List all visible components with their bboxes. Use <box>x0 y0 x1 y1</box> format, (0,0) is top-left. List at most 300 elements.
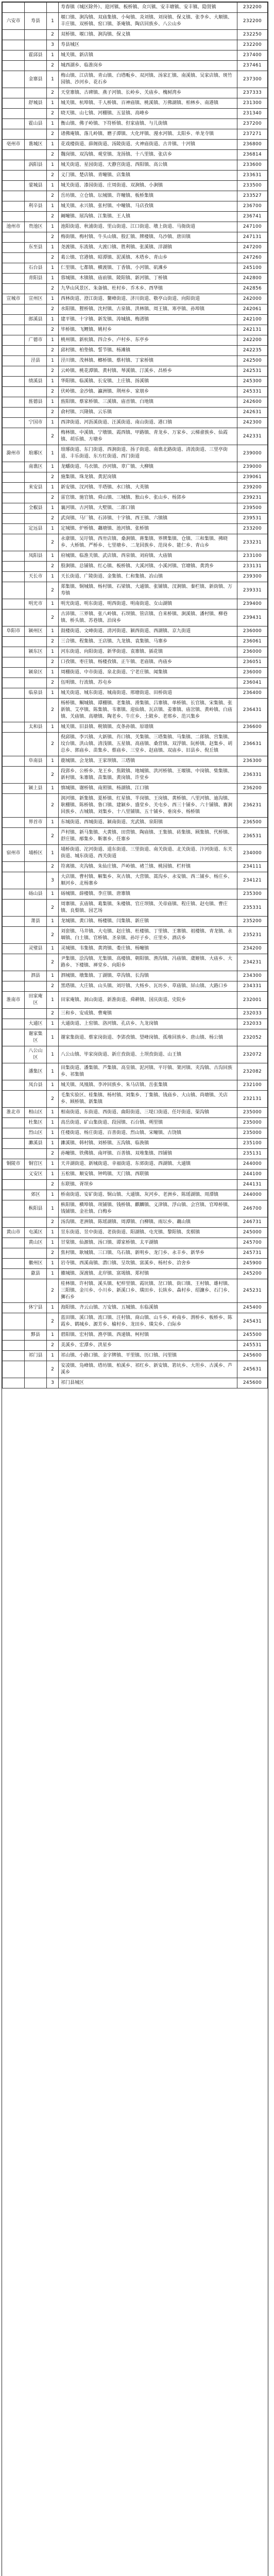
postal-code-cell: 239300 <box>237 572 268 582</box>
table-row <box>3 889 268 900</box>
county-cell <box>25 900 47 917</box>
table-row <box>3 315 268 325</box>
county-cell: 灵璧县 <box>25 944 47 954</box>
index-cell: 1 <box>47 647 59 657</box>
postal-code-cell: 245600 <box>237 1351 268 1361</box>
area-cell: 衡山镇、佛子岭镇、下符桥镇、但家庙镇、与儿街镇 <box>59 119 237 129</box>
index-cell: 1 <box>47 119 59 129</box>
city-cell <box>3 408 25 418</box>
index-cell: 1 <box>47 181 59 191</box>
index-cell: 2 <box>47 1091 59 1108</box>
index-cell: 1 <box>47 1139 59 1149</box>
city-cell <box>3 688 25 699</box>
index-cell: 2 <box>47 637 59 647</box>
postal-code-cell: 232033 <box>237 1009 268 1019</box>
postal-code-cell: 242331 <box>237 428 268 445</box>
area-cell: 定城镇、炉桥镇、藕塘镇、池河镇、张桥镇 <box>59 524 237 534</box>
postal-code-cell: 236200 <box>237 784 268 794</box>
city-cell: 宿州市 <box>3 845 25 862</box>
area-cell: 芦村镇、新马集镇、大黄镇、田营镇、陶庙镇、王集镇、砖集镇、顾集镇、代桥镇、舒庄镇、邴集乡、靳寨乡、任寨乡 <box>59 828 237 845</box>
county-cell <box>25 794 47 818</box>
area-cell: 徽城镇、深渡镇、北岸镇、富堨镇、郑村镇 <box>59 1269 237 1279</box>
area-cell: 美溪乡、宏潭乡、洪星乡 <box>59 1341 237 1351</box>
postal-code-cell: 239531 <box>237 514 268 524</box>
index-cell: 2 <box>47 171 59 181</box>
table-row <box>3 98 268 109</box>
postal-code-cell: 233527 <box>237 191 268 201</box>
table-row <box>3 13 268 30</box>
area-cell: 祁门县城区 <box>59 1378 237 1388</box>
index-cell: 2 <box>47 304 59 315</box>
county-cell: 凤台县 <box>25 1080 47 1091</box>
index-cell: 1 <box>47 243 59 253</box>
area-cell: 慎城镇、谢桥镇、南照镇、杨湖镇、江口镇 <box>59 784 237 794</box>
index-cell: 1 <box>47 294 59 304</box>
postal-code-cell: 232001 <box>237 992 268 1009</box>
index-cell: 2 <box>47 129 59 140</box>
table-row <box>3 981 268 992</box>
area-cell: 华阳镇、临溪镇、长安镇、上庄镇、扬溪镇 <box>59 377 237 387</box>
index-cell: 1 <box>47 1029 59 1046</box>
area-cell: 焦村镇、耿城镇、三口镇、乌石镇、新明乡、龙门乡、永丰乡、新华乡 <box>59 1248 237 1259</box>
county-cell: 南谯区 <box>25 462 47 472</box>
index-cell: 1 <box>47 1238 59 1248</box>
postal-code-cell: 245300 <box>237 377 268 387</box>
postal-code-cell: 232200 <box>237 13 268 30</box>
postal-code-cell: 236000 <box>237 647 268 657</box>
area-cell: 雷官镇、施官镇、舜山镇、三城镇、独山乡、张山乡、杨郢乡 <box>59 493 237 503</box>
county-cell: 明光市 <box>25 599 47 609</box>
area-cell: 梅街镇、梅村镇、牛头山镇、殷汇镇、牌楼镇、乌沙镇、唐田镇 <box>59 232 237 243</box>
city-cell: 滁州市 <box>3 445 25 462</box>
area-cell: 龙蟠街道、乌衣镇、沙河镇、章广镇、大柳镇 <box>59 462 237 472</box>
area-cell: 琅琊街道、东门街道、西涧街道、扬子街道、南谯北路街道、清流街道、三里亭街道、丰乐街道、东方红街道、西门街道 <box>59 445 237 462</box>
table-row <box>3 3 268 13</box>
table-row <box>3 1330 268 1341</box>
city-cell <box>3 889 25 900</box>
table-row <box>3 119 268 129</box>
postal-code-cell: 235331 <box>237 900 268 917</box>
area-cell: 花戏楼街道、薛阁街道、汤陵街道、火神庙街道、古井镇、十河镇 <box>59 140 237 150</box>
table-row <box>3 954 268 971</box>
table-row <box>3 944 268 954</box>
city-cell: 宣城市 <box>3 294 25 304</box>
index-cell: 1 <box>47 1159 59 1170</box>
postal-code-cell: 232082 <box>237 1063 268 1080</box>
table-row <box>3 418 268 428</box>
postal-code-cell: 232131 <box>237 1091 268 1108</box>
area-cell: 东城街道、西城街道、颍南街道、光武镇、泉阳镇 <box>59 818 237 828</box>
area-cell: 西津街道、河沥溪街道、汪溪街道、南山街道、港口镇 <box>59 418 237 428</box>
city-cell <box>3 900 25 917</box>
county-cell: 宁国市 <box>25 418 47 428</box>
postal-code-cell: 236700 <box>237 201 268 212</box>
area-cell: 古沛镇、三界镇、张八岭镇、石坝镇、管店镇、自来桥镇、涧溪镇、潘村镇、柳巷镇、桥头镇、苏巷镇、泊岗乡 <box>59 609 237 626</box>
county-cell <box>25 3 47 13</box>
county-cell <box>25 253 47 263</box>
city-cell <box>3 109 25 119</box>
county-cell: 烈山区 <box>25 1128 47 1139</box>
index-cell: 2 <box>47 1180 59 1190</box>
city-cell <box>3 493 25 503</box>
area-cell: 昱东街道、昱中街道、老街街道、阳湖镇、屯光镇、黎阳镇、奕棋镇 <box>59 1228 237 1238</box>
area-cell: 建平镇、十字镇、新发镇、涛城镇、梅渚镇 <box>59 315 237 325</box>
area-cell: 诸佛庵镇、落儿岭镇、磨子潭镇、大化坪镇、漫水河镇、太阳乡、单龙寺镇 <box>59 129 237 140</box>
area-cell: 甘棠镇、仙源镇、汤口镇、谭家桥镇、太平湖镇 <box>59 1238 237 1248</box>
city-cell <box>3 1259 25 1269</box>
index-cell: 1 <box>47 503 59 514</box>
area-cell: 海阳镇、齐云山镇、万安镇、五城镇、东临溪镇 <box>59 1303 237 1313</box>
area-cell: 桃州镇、新杭镇、四合乡、卢村乡、东亭乡 <box>59 335 237 346</box>
index-cell: 2 <box>47 767 59 784</box>
table-row <box>3 514 268 524</box>
table-row <box>3 1029 268 1046</box>
city-cell <box>3 61 25 71</box>
index-cell: 1 <box>47 98 59 109</box>
table-row <box>3 1046 268 1063</box>
table-row <box>3 1303 268 1313</box>
county-cell <box>25 408 47 418</box>
area-cell: 堰口镇、涧沟镇、双庙集镇、小甸镇、炎刘镇、刘岗镇、保义镇、张李乡、大顺镇、丰庄镇、双桥镇、窑口镇、茶庵镇、陶店回族乡、八公山乡 <box>59 13 237 30</box>
table-row <box>3 992 268 1009</box>
postal-code-cell: 236741 <box>237 212 268 222</box>
table-row <box>3 534 268 551</box>
city-cell <box>3 722 25 733</box>
city-cell <box>3 1361 25 1378</box>
area-cell: 府城镇、临淮关镇、武店镇、西泉镇、刘府镇、大庙镇 <box>59 551 237 562</box>
county-cell: 涡阳县 <box>25 160 47 171</box>
city-cell <box>3 872 25 889</box>
area-cell: 池阳街道、秋浦街道、里山街道、江口街道、墩上街道、马衙街道 <box>59 222 237 232</box>
city-cell <box>3 657 25 668</box>
table-row <box>3 356 268 366</box>
index-cell: 1 <box>47 1269 59 1279</box>
city-cell <box>3 1303 25 1313</box>
index-cell: 1 <box>47 462 59 472</box>
city-cell <box>3 243 25 253</box>
table-body <box>3 3 268 1388</box>
city-cell <box>3 1080 25 1091</box>
county-cell <box>25 767 47 784</box>
index-cell: 2 <box>47 1361 59 1378</box>
city-cell <box>3 647 25 657</box>
index-cell: 2 <box>47 325 59 335</box>
table-row <box>3 722 268 733</box>
postal-code-cell: 242856 <box>237 284 268 294</box>
city-cell <box>3 212 25 222</box>
postal-code-cell: 233600 <box>237 160 268 171</box>
city-cell <box>3 418 25 428</box>
area-cell: 杨桥镇、鲖城镇、谭棚镇、老集镇、滑集镇、吕寨镇、单桥镇、长官镇、宋集镇、张新镇、艾亭镇、陈集镇、韦寨镇、迎仙镇、瓦店镇、姜寨镇、庙岔镇、黄岭镇、白庙镇、关庙镇、高塘镇、陶老乡、牛庄乡、土陂乡、老邢乡、范兴集乡 <box>59 699 237 722</box>
postal-code-cell: 239431 <box>237 609 268 626</box>
area-cell: 葛公镇、官港镇、昭潭镇、泥溪镇、木塔乡、青山乡 <box>59 253 237 263</box>
table-row <box>3 927 268 944</box>
postal-code-cell: 239231 <box>237 493 268 503</box>
postal-code-cell: 242131 <box>237 325 268 335</box>
postal-code-cell: 236000 <box>237 626 268 637</box>
city-cell <box>3 944 25 954</box>
county-cell: 霍山县 <box>25 119 47 129</box>
city-cell <box>3 1200 25 1217</box>
city-cell <box>3 304 25 315</box>
county-cell <box>25 862 47 872</box>
postal-code-cell: 234121 <box>237 872 268 889</box>
area-cell: 鼓楼街道、文峰街道、清河街道、颍西街道、西湖镇、京九街道 <box>59 626 237 637</box>
city-cell: 淮北市 <box>3 1108 25 1118</box>
index-cell: 2 <box>47 1009 59 1019</box>
city-cell <box>3 1046 25 1063</box>
city-cell <box>3 1009 25 1019</box>
index-cell: 1 <box>47 377 59 387</box>
index-cell: 2 <box>47 794 59 818</box>
table-row <box>3 253 268 263</box>
postal-code-cell: 239331 <box>237 582 268 599</box>
county-cell: 石台县 <box>25 263 47 274</box>
city-cell <box>3 88 25 98</box>
city-cell <box>3 387 25 397</box>
table-row <box>3 668 268 678</box>
county-cell <box>25 1313 47 1330</box>
index-cell: 2 <box>47 88 59 98</box>
city-cell <box>3 377 25 387</box>
index-cell: 1 <box>47 140 59 150</box>
area-cell: 砀城镇、薛楼镇、李庄镇、唐寨镇 <box>59 889 237 900</box>
table-row <box>3 1313 268 1330</box>
county-cell: 颍泉区 <box>25 668 47 678</box>
city-cell <box>3 1238 25 1248</box>
postal-code-cell: 245000 <box>237 1228 268 1238</box>
city-cell <box>3 534 25 551</box>
county-cell: 埇桥区 <box>25 845 47 862</box>
county-cell: 潘集区 <box>25 1063 47 1080</box>
postal-code-cell: 233631 <box>237 171 268 181</box>
area-cell: 城关镇、新店镇 <box>59 50 237 61</box>
index-cell: 2 <box>47 514 59 524</box>
index-cell: 1 <box>47 1108 59 1118</box>
postal-code-cell: 236500 <box>237 818 268 828</box>
table-row <box>3 1159 268 1170</box>
postal-code-cell: 233100 <box>237 551 268 562</box>
postal-code-cell: 232200 <box>237 40 268 50</box>
postal-code-cell: 235100 <box>237 1139 268 1149</box>
index-cell: 3 <box>47 872 59 889</box>
index-cell: 2 <box>47 699 59 722</box>
table-row <box>3 1180 268 1190</box>
postal-code-cell: 242300 <box>237 418 268 428</box>
postal-code-cell: 234231 <box>237 954 268 971</box>
postal-code-cell: 235200 <box>237 917 268 927</box>
area-cell: 俞村镇、兴隆镇、云乐镇 <box>59 408 237 418</box>
index-cell: 1 <box>47 1019 59 1029</box>
postal-code-cell: 233131 <box>237 562 268 572</box>
table-row <box>3 109 268 119</box>
index-cell: 1 <box>47 599 59 609</box>
county-cell: 大通区 <box>25 1019 47 1029</box>
area-cell: 蓉城镇、木镇镇、庙前镇、陵阳镇、新河镇、丁桥镇 <box>59 274 237 284</box>
index-cell: 2 <box>47 150 59 160</box>
county-cell <box>25 1361 47 1378</box>
index-cell: 2 <box>47 927 59 944</box>
table-row <box>3 609 268 626</box>
table-row <box>3 1108 268 1118</box>
county-cell <box>25 212 47 222</box>
area-cell: 伍明镇、行流镇、苏屯乡 <box>59 678 237 688</box>
area-cell: 刘套镇、马井镇、大屯镇、赵庄镇、杜楼镇、丁里镇、王寨镇、祖楼镇、青龙镇、永堌镇、白土镇、官桥镇、圣泉镇、孙圩子乡、庄里乡、酒店乡 <box>59 927 237 944</box>
area-cell: 龙城镇、黄口镇、杨楼镇、闫集镇、新庄镇 <box>59 917 237 927</box>
table-row <box>3 688 268 699</box>
index-cell: 3 <box>47 1378 59 1388</box>
index-cell: 3 <box>47 40 59 50</box>
area-cell: 桥南街道、安矿街道、铜山镇、大通镇、灰河乡、老洲乡、陈瑶湖镇、周潭镇 <box>59 1190 237 1200</box>
postal-code-cell: 247100 <box>237 222 268 232</box>
county-cell <box>25 284 47 294</box>
area-cell: 濉溪镇、韩村镇、刘桥镇、五沟镇、临涣镇 <box>59 1139 237 1149</box>
county-cell: 绩溪县 <box>25 377 47 387</box>
table-row <box>3 397 268 408</box>
area-cell: 岩寺镇、西溪南镇、潜口镇、呈坎镇、富溪乡、杨村乡、洽舍乡 <box>59 1259 237 1269</box>
postal-code-cell: 236041 <box>237 678 268 688</box>
county-cell: 琅琊区 <box>25 445 47 462</box>
table-row <box>3 274 268 284</box>
city-cell <box>3 582 25 599</box>
table-row <box>3 428 268 445</box>
area-cell: 符离镇、夹沟镇、朱仙庄镇、芦岭镇、褚兰镇、桃园镇、栏杆镇 <box>59 862 237 872</box>
table-row <box>3 637 268 647</box>
postal-code-cell: 237271 <box>237 129 268 140</box>
postal-code-cell: 232052 <box>237 1029 268 1046</box>
table-row <box>3 1149 268 1159</box>
county-cell: 泾县 <box>25 356 47 366</box>
county-cell <box>25 1378 47 1388</box>
postal-code-cell: 239000 <box>237 462 268 472</box>
table-row <box>3 61 268 71</box>
postal-code-cell: 239500 <box>237 503 268 514</box>
city-cell <box>3 1190 25 1200</box>
table-row <box>3 1341 268 1351</box>
city-cell <box>3 325 25 335</box>
index-cell: 2 <box>47 428 59 445</box>
table-row <box>3 1228 268 1238</box>
area-cell: 安凌镇、凫峰镇、塔坊镇、柏溪乡、祁红乡、新安镇、箬坑乡、大坦乡、古溪乡、芦溪乡 <box>59 1361 237 1378</box>
index-cell: 1 <box>47 917 59 927</box>
table-row <box>3 212 268 222</box>
county-cell: 祁门县 <box>25 1351 47 1361</box>
area-cell: 邱村镇、柏垫镇、誓节镇、杨滩镇 <box>59 346 237 356</box>
area-cell: 周寨镇、玄庙镇、葛集镇、朱楼镇、官庄坝镇、关帝庙镇、程庄镇、赵屯镇、曹庄镇、良梨镇、园艺场 <box>59 900 237 917</box>
county-cell: 谯城区 <box>25 140 47 150</box>
area-cell: 寿县城区 <box>59 40 237 50</box>
city-cell <box>3 397 25 408</box>
area-cell: 口孜镇、枣庄镇、杨楼孜镇、正午镇、老庙镇、冉庙乡 <box>59 657 237 668</box>
table-row <box>3 445 268 462</box>
index-cell: 1 <box>47 397 59 408</box>
city-cell <box>3 30 25 40</box>
city-cell <box>3 40 25 50</box>
table-row <box>3 900 268 917</box>
city-cell <box>3 1378 25 1388</box>
postal-code-cell: 247200 <box>237 243 268 253</box>
city-cell: 淮南市 <box>3 992 25 1009</box>
postal-code-cell: 231340 <box>237 109 268 119</box>
postal-code-cell: 245600 <box>237 1378 268 1388</box>
area-cell: 天井湖街道、新城街道、幸福街道、东郊街道、西湖镇、大通镇 <box>59 1159 237 1170</box>
index-cell: 2 <box>47 1217 59 1228</box>
area-cell: 旌阳镇、蔡家桥镇、三溪镇、庙首镇、白地镇 <box>59 397 237 408</box>
city-cell <box>3 284 25 294</box>
index-cell: 2 <box>47 472 59 483</box>
index-cell: 1 <box>47 1118 59 1128</box>
postal-code-cell: 232072 <box>237 1046 268 1063</box>
table-row <box>3 472 268 483</box>
index-cell: 1 <box>47 1303 59 1313</box>
county-cell: 寿县 <box>25 13 47 30</box>
area-cell: 魏岗镇、双沟镇、观堂镇、龙扬镇、十八里镇、张店乡 <box>59 150 237 160</box>
index-cell: 1 <box>47 71 59 88</box>
table-row <box>3 524 268 534</box>
index-cell: 1 <box>47 1063 59 1080</box>
area-cell: 枞阳镇、横埠镇、项铺镇、钱桥镇、麒麟镇、义津镇、浮山镇、会宫镇、官埠桥镇、钱铺镇、金社镇、白梅乡 <box>59 1200 237 1217</box>
county-cell: 谢家集区 <box>25 1029 47 1046</box>
postal-code-cell: 234000 <box>237 845 268 862</box>
postal-code-cell: 245231 <box>237 1279 268 1303</box>
county-cell <box>25 534 47 551</box>
area-cell: 明光街道、明东街道、明西街道、明南街道、女山湖镇 <box>59 599 237 609</box>
city-cell <box>3 3 25 13</box>
index-cell: 1 <box>47 668 59 678</box>
area-cell: 田集街道、潘集镇、芦集镇、高皇镇、泥河镇、平圩镇、架河镇、夹沟镇、古沟回族乡、祁集镇 <box>59 1063 237 1080</box>
postal-code-cell: 242000 <box>237 294 268 304</box>
county-cell <box>25 325 47 335</box>
city-cell <box>3 274 25 284</box>
county-cell <box>25 637 47 647</box>
area-cell: 蓝田镇、溪口镇、流口镇、汪村镇、商山镇、山斗乡、岭南乡、渭桥乡、板桥乡、陈霞乡、鹤城乡、源芳乡、榆村乡、龙田乡、璜尖乡、白际乡 <box>59 1313 237 1330</box>
area-cell: 城关街道、城东街道、城南街道、邢塘街道、田桥街道 <box>59 688 237 699</box>
county-cell <box>25 191 47 201</box>
city-cell: 铜陵市 <box>3 1159 25 1170</box>
county-cell: 临泉县 <box>25 688 47 699</box>
index-cell: 1 <box>47 992 59 1009</box>
area-cell: 梅山镇、江店镇、青山镇、白塔畈乡、双河镇、汤家汇镇、南溪镇、吴家店镇、斑竹园镇、沙河乡、花石乡 <box>59 71 237 88</box>
area-cell: 五松镇、顺安镇、钟鸣镇、天门镇、西联镇 <box>59 1170 237 1180</box>
area-cell: 祁山镇、小路口镇、金字牌镇、平里镇、历口镇、闪里镇 <box>59 1351 237 1361</box>
index-cell: 1 <box>47 1351 59 1361</box>
county-cell: 田家庵区 <box>25 992 47 1009</box>
area-cell: 河东街道、向阳街道、新华街道、袁寨镇、插花镇 <box>59 647 237 657</box>
county-cell <box>25 1217 47 1228</box>
table-row <box>3 201 268 212</box>
county-cell <box>25 678 47 688</box>
table-row <box>3 862 268 872</box>
table-row <box>3 191 268 201</box>
table-row <box>3 626 268 637</box>
city-cell <box>3 1063 25 1080</box>
postal-code-cell: 244100 <box>237 1170 268 1180</box>
county-cell: 青阳县 <box>25 274 47 284</box>
city-cell <box>3 668 25 678</box>
county-cell: 全椒县 <box>25 503 47 514</box>
index-cell: 1 <box>47 356 59 366</box>
city-cell <box>3 524 25 534</box>
city-cell <box>3 1128 25 1139</box>
postal-code-cell: 245400 <box>237 1303 268 1313</box>
table-row <box>3 232 268 243</box>
city-cell <box>3 971 25 981</box>
city-cell <box>3 794 25 818</box>
city-cell <box>3 98 25 109</box>
area-cell: 大通街道、上窑镇、洛河镇、孔店乡、九龙岗镇 <box>59 1019 237 1029</box>
county-cell <box>25 609 47 626</box>
table-row <box>3 1217 268 1228</box>
